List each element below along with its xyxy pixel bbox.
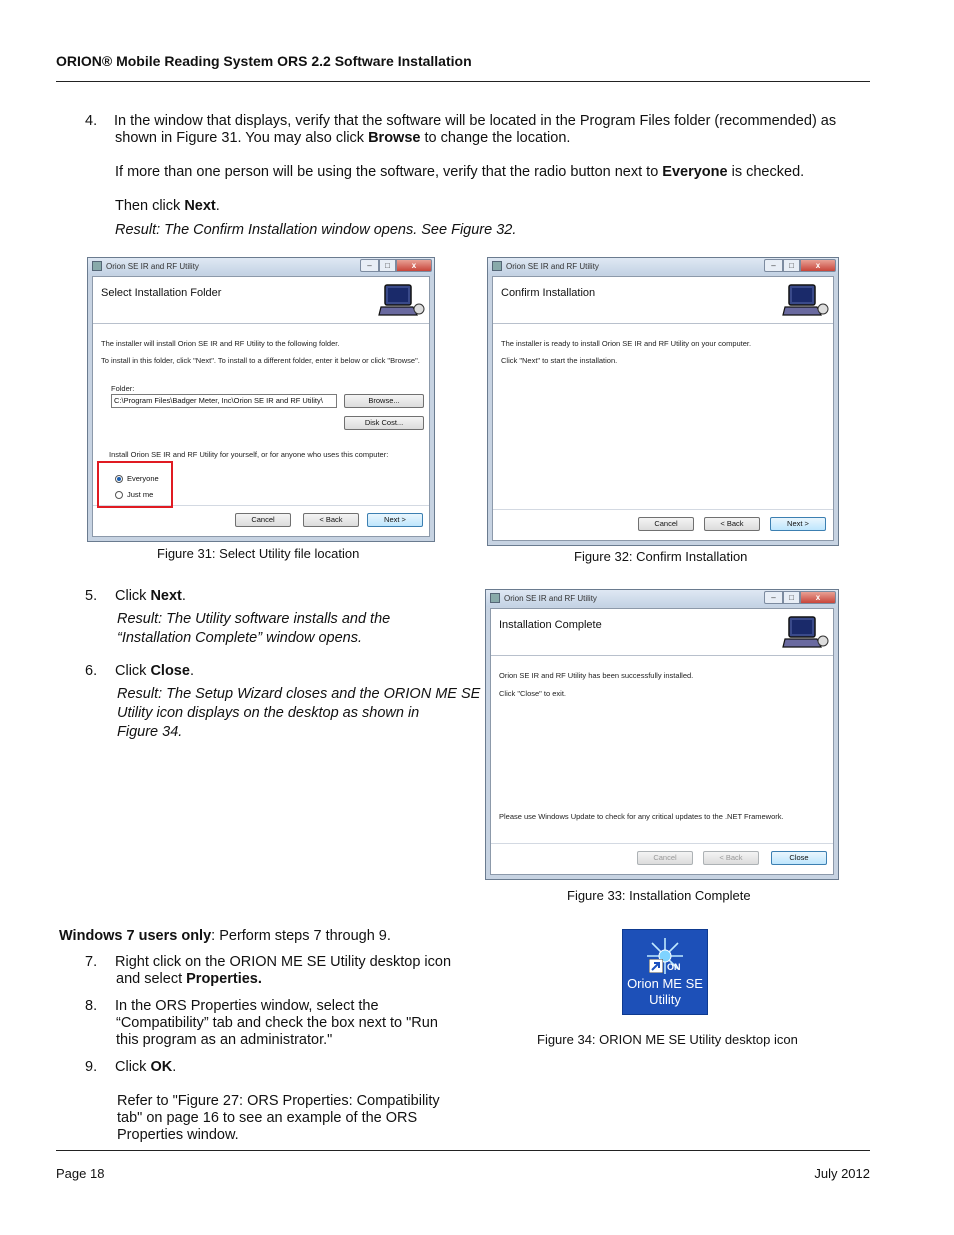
- windows-7-note: Windows 7 users only: Perform steps 7 through 9.: [59, 928, 391, 944]
- confirm-info-line-1: The installer is ready to install Orion SE IR and RF Utility on your computer.: [501, 339, 752, 348]
- figure-34-caption: Figure 34: ORION ME SE Utility desktop icon: [537, 1032, 798, 1047]
- next-button[interactable]: Next >: [770, 517, 826, 531]
- step-6-result-line-2: Utility icon displays on the desktop as shown in: [117, 705, 420, 721]
- just-me-label: Just me: [127, 490, 154, 499]
- back-button[interactable]: < Back: [704, 517, 760, 531]
- cancel-button[interactable]: Cancel: [235, 513, 291, 527]
- wizard-banner-title: Confirm Installation: [501, 287, 596, 299]
- desktop-icon-label: [623, 976, 707, 1008]
- window-client: [492, 276, 834, 541]
- step-8-line-2: “Compatibility” tab and check the box next to "Run: [116, 1015, 438, 1031]
- complete-info-line-1: Orion SE IR and RF Utility has been successfully installed.: [499, 671, 694, 680]
- step-4-line-2: shown in Figure 31. You may also click Browse to change the location.: [115, 130, 571, 146]
- highlight-box: [97, 461, 173, 508]
- window-controls: [764, 259, 836, 272]
- wizard-banner: [491, 609, 833, 656]
- step-4-paragraph-2: If more than one person will be using the software, verify that the radio button next to Everyone is checked.: [115, 164, 805, 180]
- step-9-text: Click OK.: [115, 1059, 177, 1075]
- header-rule: [56, 81, 870, 82]
- footer-page-number: Page 18: [56, 1166, 105, 1181]
- cancel-button[interactable]: Cancel: [638, 517, 694, 531]
- install-info-line-2: To install in this folder, click "Next". To install to a different folder, enter it below or click "Browse".: [101, 356, 420, 365]
- window-client: [490, 608, 834, 875]
- cancel-button[interactable]: Cancel: [637, 851, 693, 865]
- page-header-title: ORION® Mobile Reading System ORS 2.2 Software Installation: [56, 53, 472, 69]
- computer-setup-icon: [781, 281, 829, 319]
- footer-date: July 2012: [814, 1166, 870, 1181]
- folder-input[interactable]: C:\Program Files\Badger Meter, Inc\Orion SE IR and RF Utility\: [111, 394, 337, 408]
- computer-setup-icon: [781, 613, 829, 651]
- step-5-number: 5.: [85, 588, 98, 604]
- orion-utility-desktop-icon[interactable]: [622, 929, 708, 1015]
- step-6-number: 6.: [85, 663, 98, 679]
- desktop-icon-label-line-1: Orion ME SE: [627, 976, 703, 991]
- step-8-number: 8.: [85, 998, 98, 1014]
- app-icon: [92, 261, 102, 271]
- close-button[interactable]: Close: [771, 851, 827, 865]
- wizard-banner-title: Select Installation Folder: [101, 287, 222, 299]
- step-9-number: 9.: [85, 1059, 98, 1075]
- maximize-icon[interactable]: □: [783, 591, 800, 604]
- window-title: Orion SE IR and RF Utility: [106, 262, 199, 271]
- step-9-ref-line-1: Refer to "Figure 27: ORS Properties: Compatibility: [117, 1093, 440, 1109]
- app-icon: [490, 593, 500, 603]
- wizard-button-bar: [491, 843, 833, 874]
- browse-button[interactable]: Browse...: [344, 394, 424, 408]
- step-9-ref-line-2: tab" on page 16 to see an example of the ORS: [117, 1110, 418, 1126]
- figure-32-window: [487, 257, 839, 546]
- step-8-line-3: this program as an administrator.": [116, 1032, 333, 1048]
- window-title: Orion SE IR and RF Utility: [504, 594, 597, 603]
- figure-32-caption: Figure 32: Confirm Installation: [574, 549, 748, 564]
- window-titlebar: [488, 258, 838, 275]
- install-for-label: Install Orion SE IR and RF Utility for yourself, or for anyone who uses this computer:: [109, 450, 389, 459]
- step-9-ref-line-3: Properties window.: [117, 1127, 239, 1143]
- window-titlebar: [486, 590, 838, 607]
- step-6-result-line-1: Result: The Setup Wizard closes and the ORION ME SE: [117, 686, 481, 702]
- install-info-line-1: The installer will install Orion SE IR and RF Utility to the following folder.: [101, 339, 340, 348]
- complete-info-line-2: Click "Close" to exit.: [499, 689, 567, 698]
- minimize-icon[interactable]: –: [764, 259, 783, 272]
- minimize-icon[interactable]: –: [764, 591, 783, 604]
- window-title: Orion SE IR and RF Utility: [506, 262, 599, 271]
- close-icon[interactable]: x: [800, 591, 836, 604]
- close-icon[interactable]: x: [396, 259, 432, 272]
- figure-33-window: [485, 589, 839, 880]
- wizard-button-bar: [93, 505, 429, 536]
- step-7-line-1: Right click on the ORION ME SE Utility desktop icon: [115, 954, 452, 970]
- step-7-line-2: and select Properties.: [116, 971, 262, 987]
- next-button[interactable]: Next >: [367, 513, 423, 527]
- computer-setup-icon: [377, 281, 425, 319]
- maximize-icon[interactable]: □: [379, 259, 396, 272]
- step-5-result-line-2: “Installation Complete” window opens.: [117, 630, 363, 646]
- step-4-line-1: In the window that displays, verify that the software will be located in the Program Files folder (recommended) as: [114, 113, 837, 129]
- folder-label: Folder:: [111, 384, 135, 393]
- desktop-icon-label-line-2: Utility: [649, 992, 681, 1007]
- window-controls: [764, 591, 836, 604]
- figure-31-caption: Figure 31: Select Utility file location: [157, 546, 360, 561]
- step-8-line-1: In the ORS Properties window, select the: [115, 998, 379, 1014]
- confirm-info-line-2: Click "Next" to start the installation.: [501, 356, 618, 365]
- window-titlebar: [88, 258, 434, 275]
- step-6-text: Click Close.: [115, 663, 194, 679]
- wizard-banner-title: Installation Complete: [499, 619, 602, 631]
- everyone-label: Everyone: [127, 474, 159, 483]
- orion-badge: ON: [667, 962, 681, 972]
- step-5-result-line-1: Result: The Utility software installs and the: [117, 611, 391, 627]
- close-icon[interactable]: x: [800, 259, 836, 272]
- step-4-paragraph-3: Then click Next.: [115, 198, 220, 214]
- step-4-number: 4.: [85, 113, 98, 129]
- step-4-result: Result: The Confirm Installation window opens. See Figure 32.: [115, 222, 517, 238]
- back-button[interactable]: < Back: [303, 513, 359, 527]
- step-6-result-line-3: Figure 34.: [117, 724, 183, 740]
- app-icon: [492, 261, 502, 271]
- footer-rule: [56, 1150, 870, 1151]
- step-5-text: Click Next.: [115, 588, 186, 604]
- wizard-banner: [493, 277, 833, 324]
- dotnet-update-note: Please use Windows Update to check for any critical updates to the .NET Framework.: [499, 812, 784, 821]
- disk-cost-button[interactable]: Disk Cost...: [344, 416, 424, 430]
- minimize-icon[interactable]: –: [360, 259, 379, 272]
- step-7-number: 7.: [85, 954, 98, 970]
- maximize-icon[interactable]: □: [783, 259, 800, 272]
- back-button[interactable]: < Back: [703, 851, 759, 865]
- shortcut-arrow-icon: [649, 959, 663, 973]
- figure-33-caption: Figure 33: Installation Complete: [567, 888, 751, 903]
- window-controls: [360, 259, 432, 272]
- wizard-button-bar: [493, 509, 833, 540]
- wizard-banner: [93, 277, 429, 324]
